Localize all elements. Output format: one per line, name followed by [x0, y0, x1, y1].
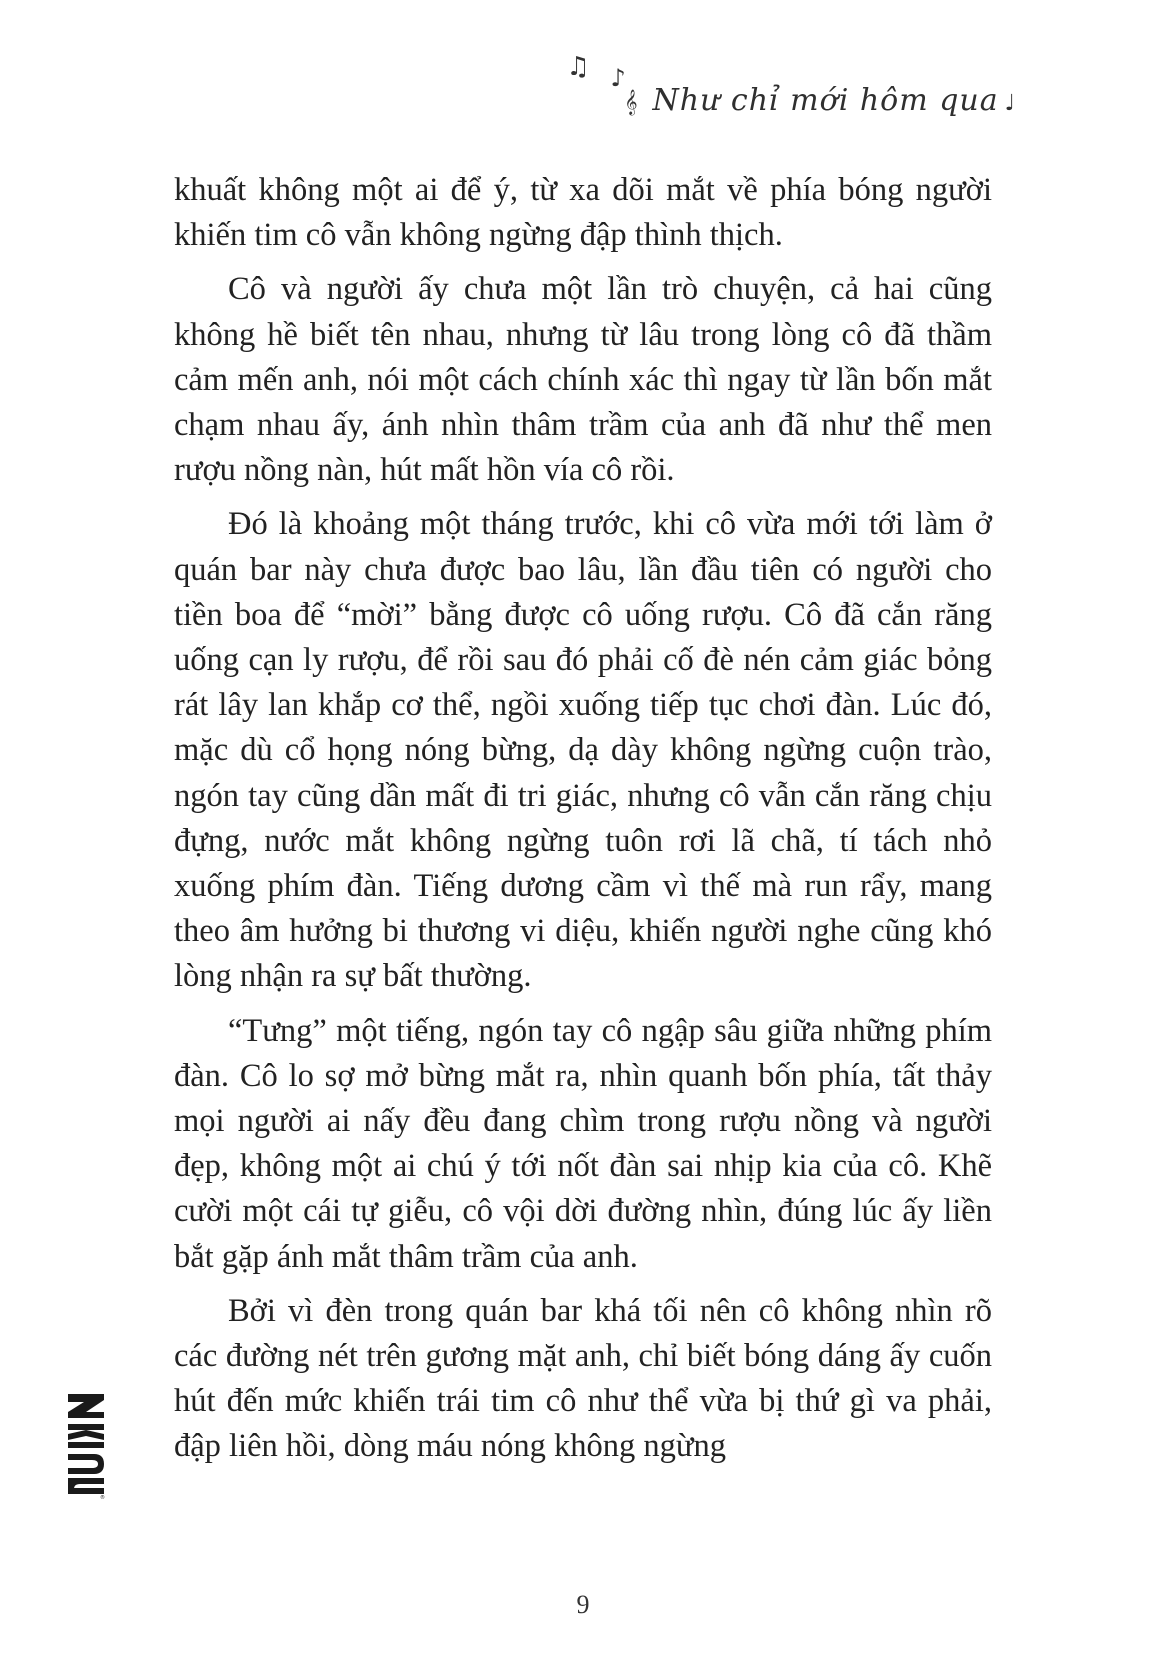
paragraph: “Tưng” một tiếng, ngón tay cô ngập sâu giữa những phím đàn. Cô lo sợ mở bừng mắt ra, nhìn quanh bốn phía, tất thảy mọi người ai nấy đều đang chìm trong rượu nồng và người đẹp, không một ai chú ý tới nốt đàn sai nhịp kia của cô. Khẽ cười một cái tự giễu, cô vội dời đường nhìn, đúng lúc ấy liền bắt gặp ánh mắt thâm trầm của anh.	[174, 1012, 992, 1275]
body-text	[174, 168, 992, 1479]
publisher-logo	[64, 1390, 108, 1500]
registered-mark-icon: ®	[100, 1495, 105, 1500]
running-title-wrapper	[653, 83, 1017, 122]
paragraph: Cô và người ấy chưa một lần trò chuyện, cả hai cũng không hề biết tên nhau, nhưng từ lâu trong lòng cô đã thầm cảm mến anh, nói một cách chính xác thì ngay từ lần bốn mắt chạm nhau ấy, ánh nhìn thâm trầm của anh đã như thể men rượu nồng nàn, hút mất hồn vía cô rồi.	[174, 271, 992, 489]
music-notes-ornament	[567, 52, 647, 122]
paragraph: Đó là khoảng một tháng trước, khi cô vừa mới tới làm ở quán bar này chưa được bao lâu, lần đầu tiên có người cho tiền boa để “mời” bằng được cô uống rượu. Cô đã cắn răng uống cạn ly rượu, để rồi sau đó phải cố đè nén cảm giác bỏng rát lây lan khắp cơ thể, ngồi xuống tiếp tục chơi đàn. Lúc đó, mặc dù cổ họng nóng bừng, dạ dày không ngừng cuộn trào, ngón tay cũng dần mất đi tri giác, nhưng cô vẫn cắn răng chịu đựng, nước mắt không ngừng tuôn rơi lã chã, tí tách nhỏ xuống phím đàn. Tiếng dương cầm vì thế mà run rẩy, mang theo âm hưởng bi thương vi diệu, khiến người nghe cũng khó lòng nhận ra sự bất thường.	[174, 506, 992, 995]
publisher-logo-mark	[68, 1394, 104, 1494]
eighth-note-icon: ♪	[610, 64, 626, 92]
paragraph: khuất không một ai để ý, từ xa dõi mắt về phía bóng người khiến tim cô vẫn không ngừng đập thình thịch.	[174, 172, 992, 254]
quarter-note-icon: ♩	[1004, 91, 1016, 116]
paragraph: Bởi vì đèn trong quán bar khá tối nên cô không nhìn rõ các đường nét trên gương mặt anh, chỉ biết bóng dáng ấy cuốn hút đến mức khiến trái tim cô như thể vừa bị thứ gì va phải, đập liên hồi, dòng máu nóng không ngừng	[174, 1292, 992, 1465]
page-number: 9	[576, 1590, 590, 1619]
running-title: Như chỉ mới hôm qua	[652, 83, 999, 118]
beamed-notes-icon: ♫	[566, 52, 590, 82]
running-header	[567, 52, 1017, 122]
treble-clef-icon: 𝄞	[624, 90, 638, 115]
